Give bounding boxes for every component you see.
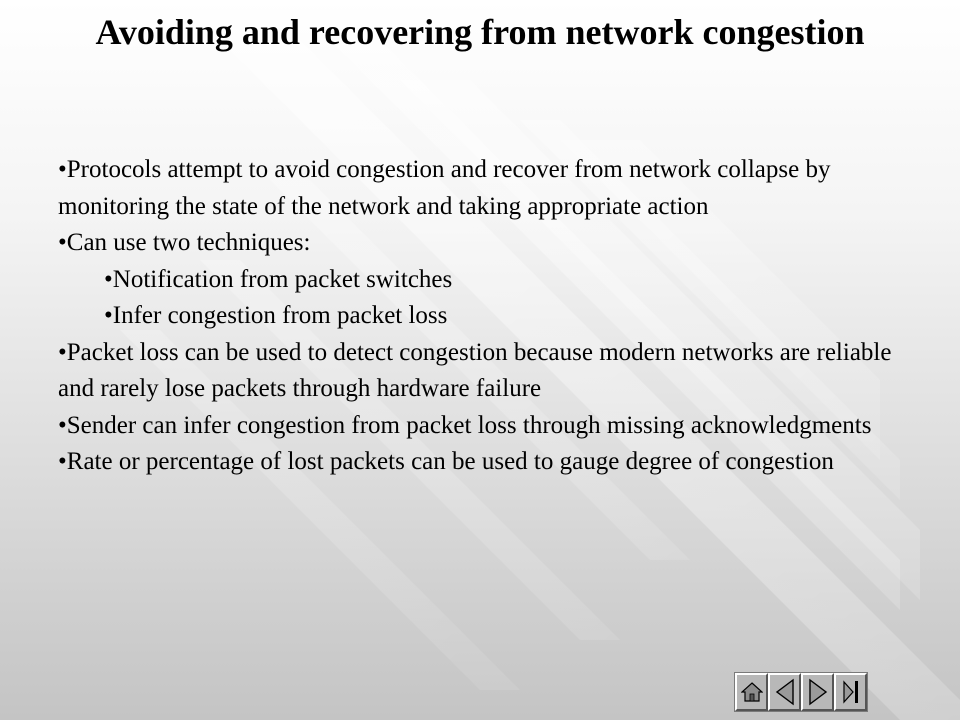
bullet-text: Rate or percentage of lost packets can be used to gauge degree of congestion xyxy=(66,448,834,475)
next-icon xyxy=(807,678,829,706)
bullet-mark: • xyxy=(58,448,67,475)
bullet-mark: • xyxy=(58,411,67,439)
bullet-text: Protocols attempt to avoid congestion and recover from network collapse by monitoring the state of the network and taking appropriate action xyxy=(58,156,831,220)
bullet-item xyxy=(58,225,918,262)
bullet-text: Notification from packet switches xyxy=(112,265,453,293)
bullet-text: Infer congestion from packet loss xyxy=(112,302,448,329)
previous-icon xyxy=(774,678,796,706)
previous-slide-button[interactable] xyxy=(768,673,801,711)
bullet-text: Sender can infer congestion from packet loss through missing acknowledgments xyxy=(66,411,872,439)
bullet-mark: • xyxy=(104,302,113,329)
slide-title: Avoiding and recovering from network congestion xyxy=(95,12,865,52)
bullet-mark: • xyxy=(58,338,67,366)
bullet-item xyxy=(58,152,918,225)
bullet-item xyxy=(58,408,918,445)
bullet-mark: • xyxy=(58,156,67,183)
bullet-text: Packet loss can be used to detect congestion because modern networks are reliable and rarely lose packets through hardware failure xyxy=(58,338,892,402)
sub-bullet-item xyxy=(58,262,918,299)
next-slide-button[interactable] xyxy=(801,673,834,711)
home-icon xyxy=(741,681,763,703)
end-button[interactable] xyxy=(834,673,867,711)
navigation-bar xyxy=(734,672,868,712)
bullet-item xyxy=(58,335,918,408)
bullet-mark: • xyxy=(104,265,113,293)
bullet-text: Can use two techniques: xyxy=(66,229,311,256)
end-icon xyxy=(840,678,862,706)
home-button[interactable] xyxy=(735,673,768,711)
bullet-list xyxy=(58,152,918,481)
bullet-mark: • xyxy=(58,229,67,256)
bullet-item xyxy=(58,444,918,481)
sub-bullet-item xyxy=(58,298,918,335)
